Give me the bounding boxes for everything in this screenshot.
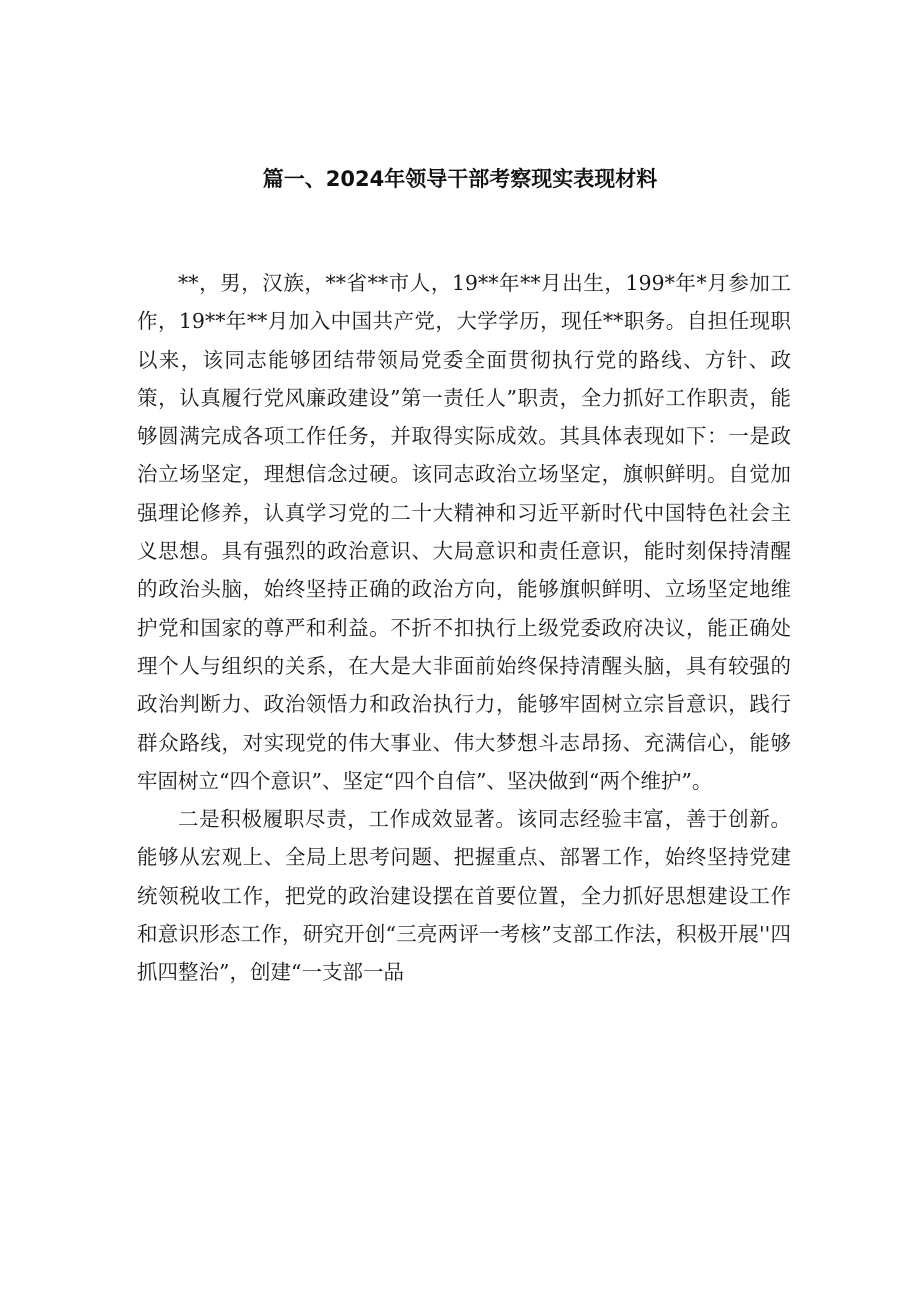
document-title: 篇一、2024年领导干部考察现实表现材料	[262, 167, 658, 191]
paragraph-2: 二是积极履职尽责，工作成效显著。该同志经验丰富，善于创新。能够从宏观上、全局上思考问题、把握重点、部署工作，始终坚持党建统领税收工作，把党的政治建设摆在首要位置，全力抓好思想建设工作和意识形态工作，研究开创“三亮两评一考核”支部工作法，积极开展''四抓四整治”，创建“一支部一品	[137, 807, 791, 985]
document-body	[137, 264, 791, 992]
paragraph-1: **，男，汉族，**省**市人，19**年**月出生，199*年*月参加工作，19**年**月加入中国共产党，大学学历，现任**职务。自担任现职以来，该同志能够团结带领局党委全面贯彻执行党的路线、方针、政策，认真履行党风廉政建设”第一责任人”职责，全力抓好工作职责，能够圆满完成各项工作任务，并取得实际成效。其具体表现如下：一是政治立场坚定，理想信念过硬。该同志政治立场坚定，旗帜鲜明。自觉加强理论修养，认真学习党的二十大精神和习近平新时代中国特色社会主义思想。具有强烈的政治意识、大局意识和责任意识，能时刻保持清醒的政治头脑，始终坚持正确的政治方向，能够旗帜鲜明、立场坚定地维护党和国家的尊严和利益。不折不扣执行上级党委政府决议，能正确处理个人与组织的关系，在大是大非面前始终保持清醒头脑，具有较强的政治判断力、政治领悟力和政治执行力，能够牢固树立宗旨意识，践行群众路线，对实现党的伟大事业、伟大梦想斗志昂扬、充满信心，能够牢固树立“四个意识”、坚定“四个自信”、坚决做到“两个维护”。	[137, 271, 791, 793]
